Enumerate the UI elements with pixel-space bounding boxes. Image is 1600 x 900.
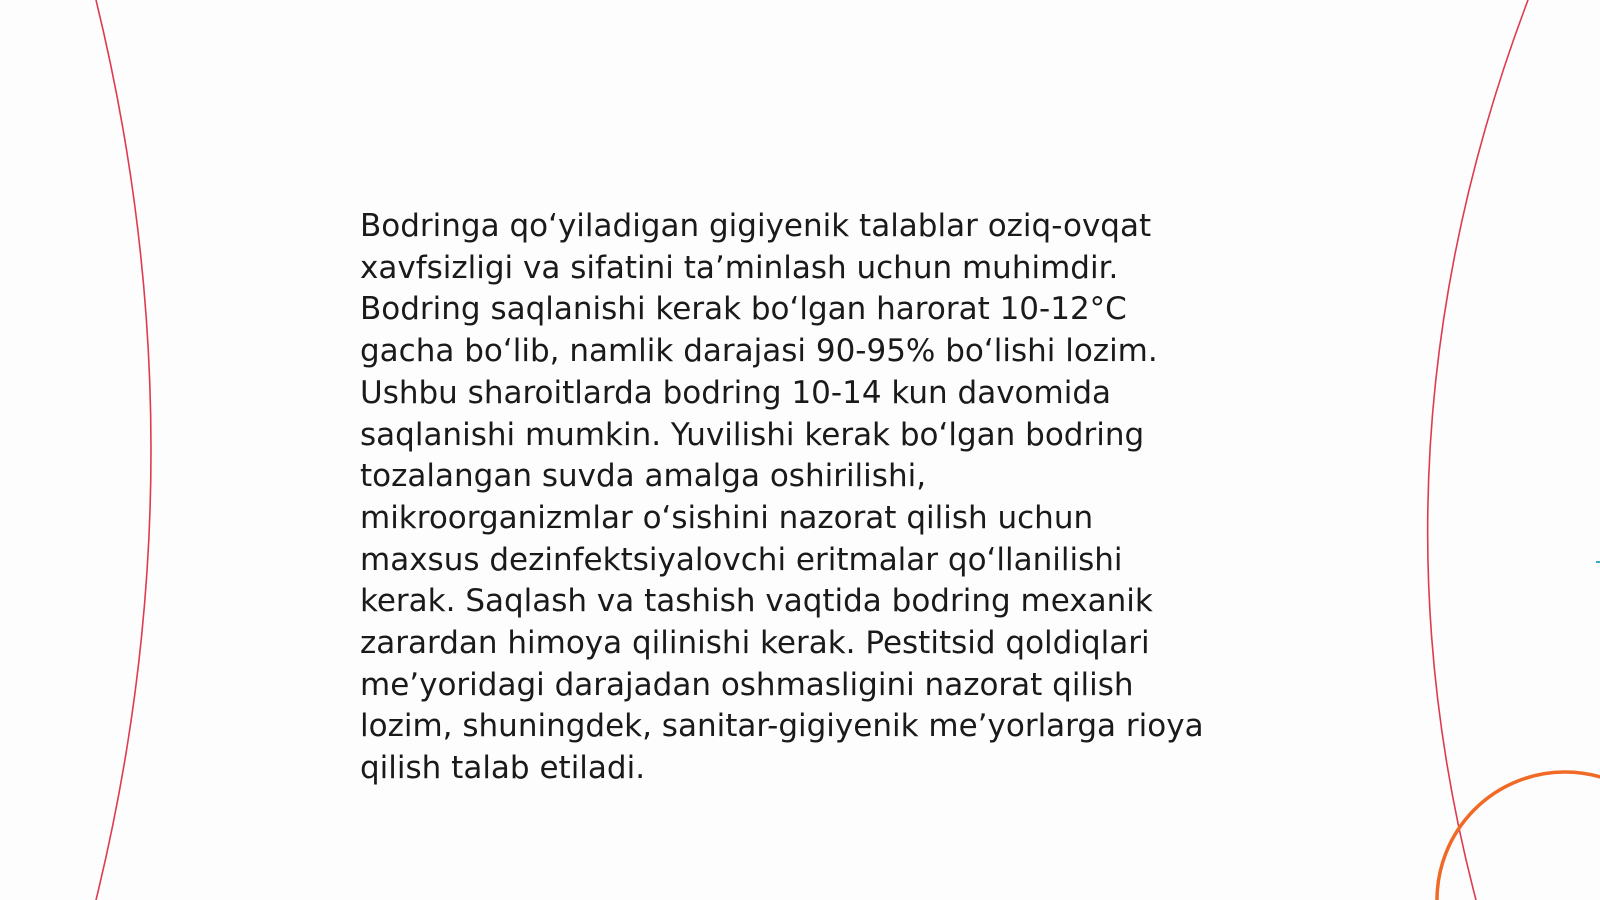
paragraph-line: zarardan himoya qilinishi kerak. Pestitsid qoldiqlari	[360, 625, 1150, 662]
right-arc-decoration	[1428, 0, 1528, 900]
paragraph-line: saqlanishi mumkin. Yuvilishi kerak bo‘lgan bodring	[360, 416, 1145, 453]
body-paragraph	[360, 206, 1260, 790]
paragraph-line: Bodringa qo‘yiladigan gigiyenik talablar oziq-ovqat	[360, 208, 1152, 244]
paragraph-line: kerak. Saqlash va tashish vaqtida bodring mexanik	[360, 583, 1153, 620]
paragraph-line: xavfsizligi va sifatini ta’minlash uchun muhimdir.	[360, 249, 1119, 286]
paragraph-line: maxsus dezinfektsiyalovchi eritmalar qo‘llanilishi	[360, 541, 1123, 578]
paragraph-line: mikroorganizmlar o‘sishini nazorat qilish uchun	[360, 499, 1094, 536]
paragraph-line: Ushbu sharoitlarda bodring 10-14 kun davomida	[360, 374, 1112, 411]
paragraph-line: qilish talab etiladi.	[360, 750, 646, 787]
paragraph-line: me’yoridagi darajadan oshmasligini nazorat qilish	[360, 666, 1134, 703]
paragraph-line: gacha bo‘lib, namlik darajasi 90-95% bo‘lishi lozim.	[360, 333, 1158, 370]
paragraph-line: Bodring saqlanishi kerak bo‘lgan harorat 10-12°C	[360, 291, 1127, 328]
paragraph-line: lozim, shuningdek, sanitar-gigiyenik me’yorlarga rioya	[360, 708, 1204, 745]
left-arc-decoration	[96, 0, 151, 900]
paragraph-line: tozalangan suvda amalga oshirilishi,	[360, 458, 927, 495]
